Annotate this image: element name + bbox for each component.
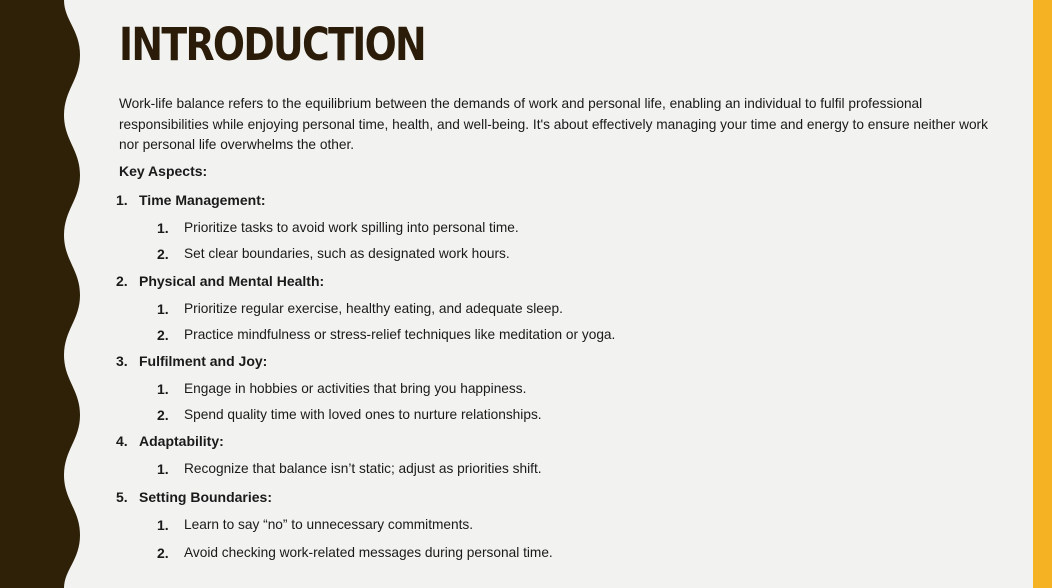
sub-item-number: 1.	[157, 301, 169, 317]
sub-item-number: 2.	[157, 246, 169, 262]
sub-item-text: Spend quality time with loved ones to nurture relationships.	[184, 407, 542, 422]
aspect-number: 4.	[116, 433, 128, 449]
right-accent-bar	[1033, 0, 1052, 588]
sub-item-number: 1.	[157, 461, 169, 477]
key-aspects-heading: Key Aspects:	[119, 163, 208, 179]
sub-item-text: Engage in hobbies or activities that bring you happiness.	[184, 381, 527, 396]
sub-item-text: Recognize that balance isn’t static; adjust as priorities shift.	[184, 461, 542, 476]
sub-item-text: Learn to say “no” to unnecessary commitments.	[184, 517, 474, 532]
intro-paragraph: Work-life balance refers to the equilibrium between the demands of work and personal life, enabling an individual to fulfil professional responsibilities while enjoying personal time, health, and well-being. It's about effectively managing your time and energy to ensure neither work nor personal life overwhelms the other.	[119, 96, 988, 152]
aspect-label: Physical and Mental Health:	[139, 273, 325, 289]
sub-item-text: Practice mindfulness or stress-relief techniques like meditation or yoga.	[184, 327, 616, 342]
aspect-label: Adaptability:	[139, 433, 224, 449]
sub-item-number: 2.	[157, 407, 169, 423]
left-wave-band	[0, 0, 82, 588]
sub-item-number: 2.	[157, 327, 169, 343]
aspect-number: 3.	[116, 353, 128, 369]
sub-item-text: Set clear boundaries, such as designated work hours.	[184, 246, 510, 261]
sub-item-text: Avoid checking work-related messages during personal time.	[184, 545, 553, 560]
sub-item-number: 1.	[157, 381, 169, 397]
aspect-number: 2.	[116, 273, 128, 289]
sub-item-number: 2.	[157, 545, 169, 561]
aspect-number: 1.	[116, 192, 128, 208]
sub-item-number: 1.	[157, 517, 169, 533]
sub-item-number: 1.	[157, 220, 169, 236]
sub-item-text: Prioritize tasks to avoid work spilling into personal time.	[184, 220, 519, 235]
aspect-label: Time Management:	[139, 192, 266, 208]
aspect-number: 5.	[116, 489, 128, 505]
sub-item-text: Prioritize regular exercise, healthy eating, and adequate sleep.	[184, 301, 563, 316]
aspect-label: Fulfilment and Joy:	[139, 353, 268, 369]
slide-title: INTRODUCTION	[119, 18, 425, 71]
aspect-label: Setting Boundaries:	[139, 489, 273, 505]
